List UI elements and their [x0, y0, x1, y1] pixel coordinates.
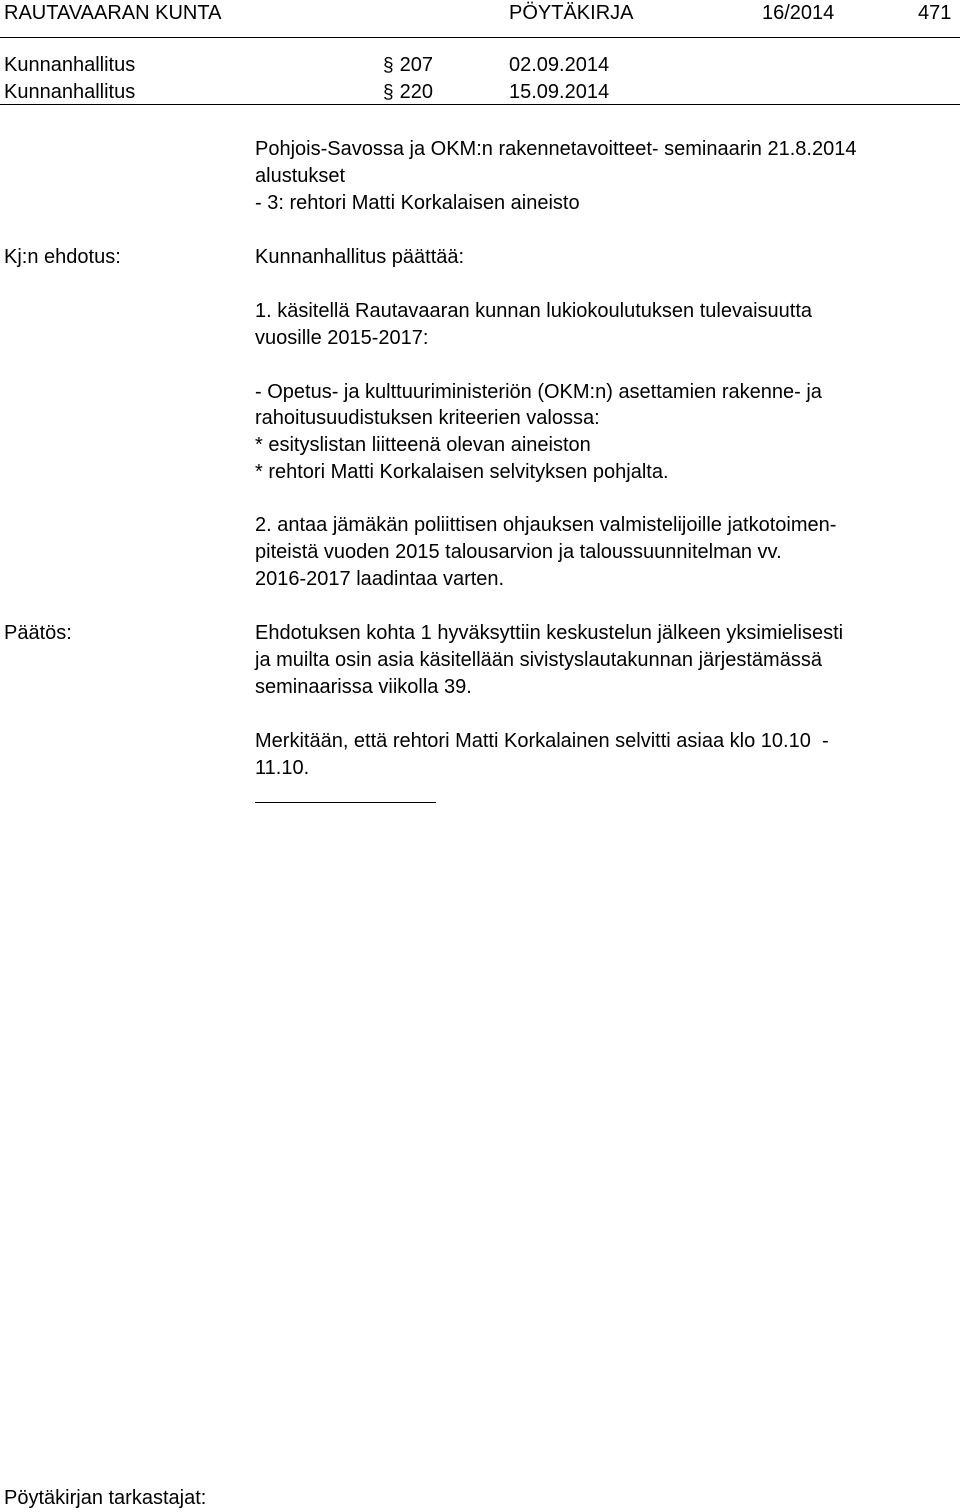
decision-label: Päätös: — [4, 622, 72, 644]
proposal-label: Kj:n ehdotus: — [4, 246, 121, 268]
document-type: PÖYTÄKIRJA — [509, 2, 634, 24]
proposal-item-2-line: 2016-2017 laadintaa varten. — [255, 568, 505, 590]
page-number: 471 — [918, 2, 952, 24]
subject-line: Pohjois-Savossa ja OKM:n rakennetavoitteet- seminaarin 21.8.2014 — [255, 138, 857, 160]
proposal-item-1-line: 1. käsitellä Rautavaaran kunnan lukiokoulutuksen tulevaisuutta — [255, 300, 813, 322]
decision-paragraph-2-line: 11.10. — [255, 757, 310, 779]
proposal-item-1-sub-line: * rehtori Matti Korkalaisen selvityksen pohjalta. — [255, 461, 669, 483]
section-sign: § — [383, 82, 394, 103]
decision-paragraph-1-line: seminaarissa viikolla 39. — [255, 676, 472, 698]
reference-section-number: § 207 — [383, 54, 433, 76]
reference-date: 02.09.2014 — [509, 54, 610, 76]
proposal-item-2-line: 2. antaa jämäkän poliittisen ohjauksen valmistelijoille jatkotoimen- — [255, 514, 837, 536]
proposal-item-1-sub-line: rahoitusuudistuksen kriteerien valossa: — [255, 407, 600, 429]
section-sign: § — [383, 55, 394, 76]
proposal-item-1-line: vuosille 2015-2017: — [255, 327, 429, 349]
header-rule — [0, 37, 960, 38]
decision-paragraph-2-line: Merkitään, että rehtori Matti Korkalainen selvitti asiaa klo 10.10 - — [255, 730, 829, 752]
subject-line: alustukset — [255, 165, 346, 187]
proposal-item-1-sub-line: - Opetus- ja kulttuuriministeriön (OKM:n) asettamien rakenne- ja — [255, 381, 822, 403]
reference-section-number: § 220 — [383, 81, 433, 103]
organization-name: RAUTAVAARAN KUNTA — [4, 2, 222, 24]
reference-date: 15.09.2014 — [509, 81, 610, 103]
issue-number: 16/2014 — [762, 2, 835, 24]
reference-body: Kunnanhallitus — [4, 81, 136, 103]
subject-line: - 3: rehtori Matti Korkalaisen aineisto — [255, 192, 580, 214]
references-rule — [0, 104, 960, 105]
proposal-item-1-sub-line: * esityslistan liitteenä olevan aineiston — [255, 434, 591, 456]
proposal-intro: Kunnanhallitus päättää: — [255, 246, 465, 268]
footer-inspectors-label: Pöytäkirjan tarkastajat: — [4, 1487, 207, 1509]
reference-body: Kunnanhallitus — [4, 54, 136, 76]
proposal-item-2-line: piteistä vuoden 2015 talousarvion ja taloussuunnitelman vv. — [255, 541, 782, 563]
decision-paragraph-1-line: Ehdotuksen kohta 1 hyväksyttiin keskustelun jälkeen yksimielisesti — [255, 622, 844, 644]
decision-paragraph-1-line: ja muilta osin asia käsitellään sivistyslautakunnan järjestämässä — [255, 649, 822, 671]
end-of-decision-rule — [255, 802, 436, 803]
